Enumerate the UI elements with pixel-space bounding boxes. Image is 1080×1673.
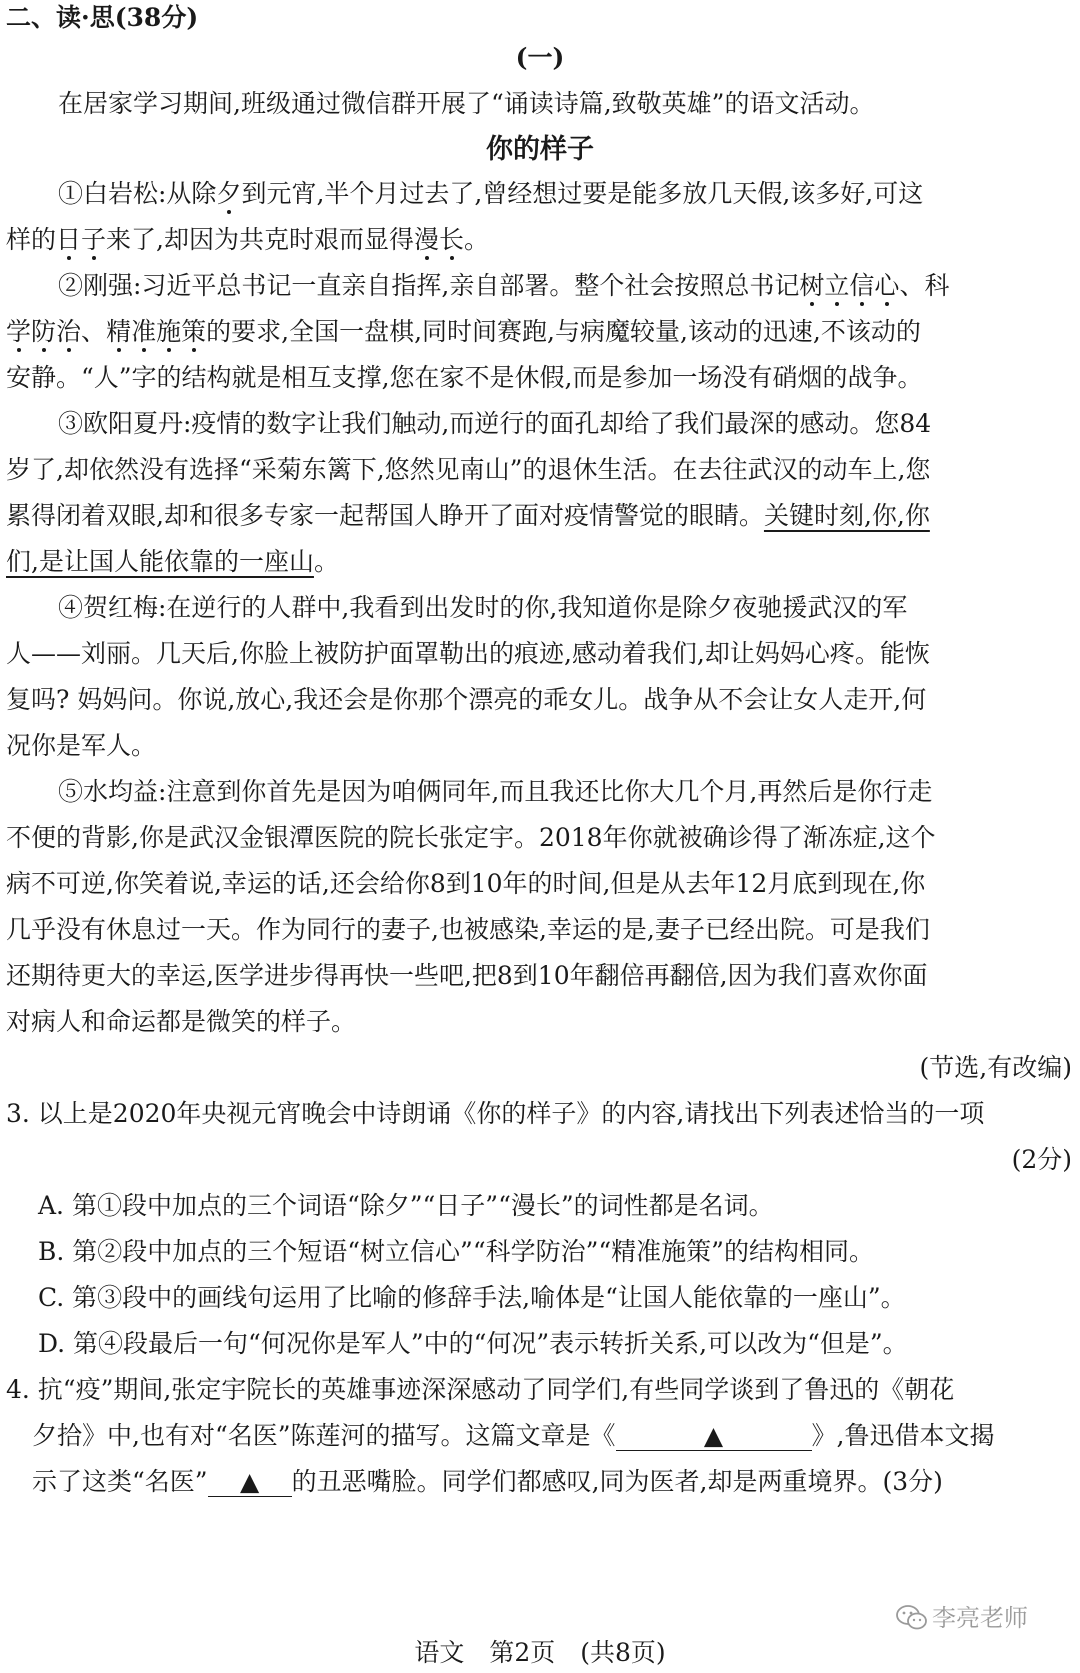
p4-line-3: 复吗? 妈妈问。你说,放心,我还会是你那个漂亮的乖女儿。战争从不会让女人走开,何	[6, 685, 927, 714]
dotted-word-rizi: 日子	[56, 225, 107, 254]
p2-line-3: 安静。“人”字的结构就是相互支撑,您在家不是休假,而是参加一场没有硝烟的战争。	[6, 363, 923, 392]
p2-line-2: 学防治、精准施策的要求,全国一盘棋,同时间赛跑,与病魔较量,该动的迅速,不该动的	[6, 317, 921, 346]
subsection-number: (一)	[515, 43, 565, 72]
p4-line-2: 人——刘丽。几天后,你脸上被防护面罩勒出的痕迹,感动着我们,却让妈妈心疼。能恢	[6, 639, 930, 668]
p5-line-6: 对病人和命运都是微笑的样子。	[6, 1007, 357, 1036]
poem-title: 你的样子	[486, 134, 594, 165]
p5-line-4: 几乎没有休息过一天。作为同行的妻子,也被感染,幸运的是,妻子已经出院。可是我们	[6, 915, 930, 944]
p4-line-4: 况你是军人。	[6, 731, 157, 760]
underlined-sentence-part-1: 关键时刻,你,你	[763, 501, 930, 530]
answer-blank-1[interactable]: ▲	[616, 1422, 812, 1451]
p5-line-5: 还期待更大的幸运,医学进步得再快一些吧,把8到10年翻倍再翻倍,因为我们喜欢你面	[6, 961, 928, 990]
answer-blank-2[interactable]: ▲	[208, 1468, 292, 1497]
q3-option-a: A. 第①段中加点的三个词语“除夕”“日子”“漫长”的词性都是名词。	[38, 1191, 774, 1220]
q4-line-1: 4. 抗“疫”期间,张定宇院长的英雄事迹深深感动了同学们,有些同学谈到了鲁迅的《朝花	[6, 1375, 955, 1404]
p5-line-1: ⑤水均益:注意到你首先是因为咱俩同年,而且我还比你大几个月,再然后是你行走	[58, 777, 933, 806]
wechat-icon	[896, 1605, 928, 1631]
q3-stem: 3. 以上是2020年央视元宵晚会中诗朗诵《你的样子》的内容,请找出下列表述恰当的一项	[6, 1099, 985, 1128]
dotted-word-chuxi: 夕	[216, 179, 242, 208]
q3-option-d: D. 第④段最后一句“何况你是军人”中的“何况”表示转折关系,可以改为“但是”。	[38, 1329, 908, 1358]
p2-line-1: ②刚强:习近平总书记一直亲自指挥,亲自部署。整个社会按照总书记树立信心、科	[58, 271, 950, 300]
q4-line-3: 示了这类“名医” ▲ 的丑恶嘴脸。同学们都感叹,同为医者,却是两重境界。(3分)	[32, 1467, 943, 1496]
p5-line-2: 不便的背影,你是武汉金银潭医院的院长张定宇。2018年你就被确诊得了渐冻症,这个	[6, 823, 936, 852]
dotted-phrase-jingzhunshice: 精准施策	[106, 317, 207, 346]
p3-line-3: 累得闭着双眼,却和很多专家一起帮国人睁开了面对疫情警觉的眼睛。关键时刻,你,你	[6, 501, 930, 530]
p3-line-2: 岁了,却依然没有选择“采菊东篱下,悠然见南山”的退休生活。在去往武汉的动车上,您	[6, 455, 931, 484]
source-note: (节选,有改编)	[919, 1053, 1072, 1082]
page-footer: 语文 第2页 (共8页)	[414, 1638, 666, 1667]
p4-line-1: ④贺红梅:在逆行的人群中,我看到出发时的你,我知道你是除夕夜驰援武汉的军	[58, 593, 908, 622]
q3-score: (2分)	[1011, 1145, 1072, 1174]
q3-option-c: C. 第③段中的画线句运用了比喻的修辞手法,喻体是“让国人能依靠的一座山”。	[38, 1283, 906, 1312]
p3-line-4: 们,是让国人能依靠的一座山。	[6, 547, 339, 576]
p3-line-1: ③欧阳夏丹:疫情的数字让我们触动,而逆行的面孔却给了我们最深的感动。您84	[58, 409, 932, 438]
section-heading: 二、读·思(38分)	[6, 3, 199, 32]
p1-line-2: 样的日子来了,却因为共克时艰而显得漫长。	[6, 225, 490, 254]
p5-line-3: 病不可逆,你笑着说,幸运的话,还会给你8到10年的时间,但是从去年12月底到现在,你	[6, 869, 926, 898]
q3-option-b: B. 第②段中加点的三个短语“树立信心”“科学防治”“精准施策”的结构相同。	[38, 1237, 874, 1266]
dotted-word-manchang: 漫长	[414, 225, 465, 254]
intro-paragraph: 在居家学习期间,班级通过微信群开展了“诵读诗篇,致敬英雄”的语文活动。	[58, 89, 875, 118]
q4-line-2: 夕拾》中,也有对“名医”陈莲河的描写。这篇文章是《 ▲ 》,鲁迅借本文揭	[32, 1421, 995, 1450]
underlined-sentence-part-2: 们,是让国人能依靠的一座山	[6, 547, 314, 576]
dotted-phrase-shulixinxin: 树立信心	[799, 271, 900, 300]
watermark-text: 李亮老师	[932, 1604, 1028, 1632]
dotted-phrase-xuefangzhi: 学防治	[6, 317, 82, 346]
p1-line-1: ①白岩松:从除夕到元宵,半个月过去了,曾经想过要是能多放几天假,该多好,可这	[58, 179, 924, 208]
